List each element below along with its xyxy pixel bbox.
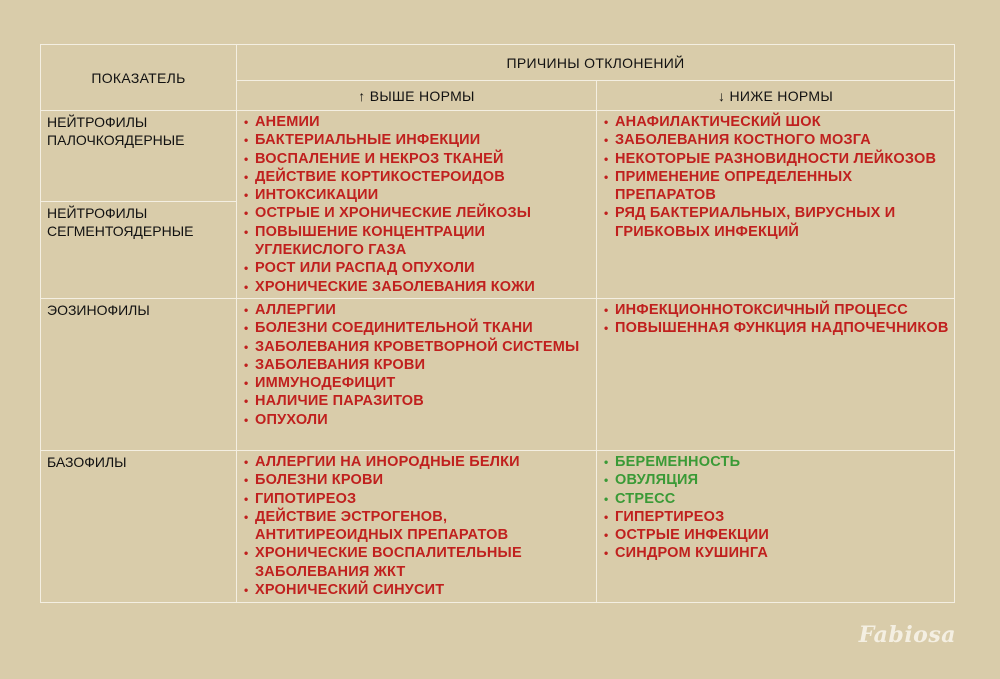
row-label-basophils: БАЗОФИЛЫ	[41, 450, 237, 602]
list-item: • РЯД БАКТЕРИАЛЬНЫХ, ВИРУСНЫХ И ГРИБКОВЫХ ИНФЕКЦИЙ	[601, 204, 950, 241]
list-item: • ОСТРЫЕ И ХРОНИЧЕСКИЕ ЛЕЙКОЗЫ	[241, 204, 592, 222]
list-item: • ИММУНОДЕФИЦИТ	[241, 374, 592, 392]
list-item: • ЗАБОЛЕВАНИЯ КОСТНОГО МОЗГА	[601, 131, 950, 149]
list-item: • ОВУЛЯЦИЯ	[601, 471, 950, 489]
cell-eosinophils-below	[597, 298, 955, 450]
list-item: • СТРЕСС	[601, 490, 950, 508]
list-item: • ВОСПАЛЕНИЕ И НЕКРОЗ ТКАНЕЙ	[241, 150, 592, 168]
row-label-eosinophils: ЭОЗИНОФИЛЫ	[41, 298, 237, 450]
fabiosa-watermark: Fabiosa	[858, 622, 956, 648]
list-item: • АНЕМИИ	[241, 113, 592, 131]
neutrophils-above-list	[237, 111, 596, 298]
list-item: • ОСТРЫЕ ИНФЕКЦИИ	[601, 526, 950, 544]
list-item: • ДЕЙСТВИЕ ЭСТРОГЕНОВ, АНТИТИРЕОИДНЫХ ПРЕПАРАТОВ	[241, 508, 592, 545]
basophils-below-list	[597, 451, 954, 565]
list-item: • ИНФЕКЦИОННОТОКСИЧНЫЙ ПРОЦЕСС	[601, 301, 950, 319]
list-item: • ПРИМЕНЕНИЕ ОПРЕДЕЛЕННЫХ ПРЕПАРАТОВ	[601, 168, 950, 205]
list-item: • НЕКОТОРЫЕ РАЗНОВИДНОСТИ ЛЕЙКОЗОВ	[601, 150, 950, 168]
row-label-neutrophils-seg: НЕЙТРОФИЛЫ СЕГМЕНТОЯДЕРНЫЕ	[41, 201, 237, 298]
list-item: • РОСТ ИЛИ РАСПАД ОПУХОЛИ	[241, 259, 592, 277]
neutrophils-below-list	[597, 111, 954, 243]
cell-basophils-above	[237, 450, 597, 602]
list-item: • ХРОНИЧЕСКИЕ ВОСПАЛИТЕЛЬНЫЕ ЗАБОЛЕВАНИЯ ЖКТ	[241, 544, 592, 581]
list-item: • ХРОНИЧЕСКИЙ СИНУСИТ	[241, 581, 592, 599]
header-above-norm: ↑ ВЫШЕ НОРМЫ	[237, 81, 597, 111]
eosinophils-below-list	[597, 299, 954, 340]
list-item: • ДЕЙСТВИЕ КОРТИКОСТЕРОИДОВ	[241, 168, 592, 186]
list-item: • ХРОНИЧЕСКИЕ ЗАБОЛЕВАНИЯ КОЖИ	[241, 278, 592, 296]
reference-table-wrapper	[40, 44, 954, 603]
list-item: • ПОВЫШЕНИЕ КОНЦЕНТРАЦИИ УГЛЕКИСЛОГО ГАЗА	[241, 223, 592, 260]
list-item: • ПОВЫШЕННАЯ ФУНКЦИЯ НАДПОЧЕЧНИКОВ	[601, 319, 950, 337]
cell-neutrophils-below	[597, 111, 955, 299]
list-item: • АЛЛЕРГИИ	[241, 301, 592, 319]
list-item: • СИНДРОМ КУШИНГА	[601, 544, 950, 562]
cell-neutrophils-above	[237, 111, 597, 299]
list-item: • БОЛЕЗНИ СОЕДИНИТЕЛЬНОЙ ТКАНИ	[241, 319, 592, 337]
list-item: • ГИПОТИРЕОЗ	[241, 490, 592, 508]
list-item: • БАКТЕРИАЛЬНЫЕ ИНФЕКЦИИ	[241, 131, 592, 149]
list-item: • БОЛЕЗНИ КРОВИ	[241, 471, 592, 489]
cell-eosinophils-above	[237, 298, 597, 450]
eosinophils-above-list	[237, 299, 596, 431]
cell-basophils-below	[597, 450, 955, 602]
list-item: • ОПУХОЛИ	[241, 411, 592, 429]
row-label-neutrophils-band: НЕЙТРОФИЛЫ ПАЛОЧКОЯДЕРНЫЕ	[41, 111, 237, 202]
basophils-above-list	[237, 451, 596, 601]
header-below-norm: ↓ НИЖЕ НОРМЫ	[597, 81, 955, 111]
header-causes: ПРИЧИНЫ ОТКЛОНЕНИЙ	[237, 45, 955, 81]
blood-cells-table	[40, 44, 955, 603]
list-item: • ЗАБОЛЕВАНИЯ КРОВИ	[241, 356, 592, 374]
list-item: • БЕРЕМЕННОСТЬ	[601, 453, 950, 471]
list-item: • ИНТОКСИКАЦИИ	[241, 186, 592, 204]
list-item: • АНАФИЛАКТИЧЕСКИЙ ШОК	[601, 113, 950, 131]
list-item: • ГИПЕРТИРЕОЗ	[601, 508, 950, 526]
header-indicator: ПОКАЗАТЕЛЬ	[41, 45, 237, 111]
list-item: • АЛЛЕРГИИ НА ИНОРОДНЫЕ БЕЛКИ	[241, 453, 592, 471]
list-item: • ЗАБОЛЕВАНИЯ КРОВЕТВОРНОЙ СИСТЕМЫ	[241, 338, 592, 356]
list-item: • НАЛИЧИЕ ПАРАЗИТОВ	[241, 392, 592, 410]
